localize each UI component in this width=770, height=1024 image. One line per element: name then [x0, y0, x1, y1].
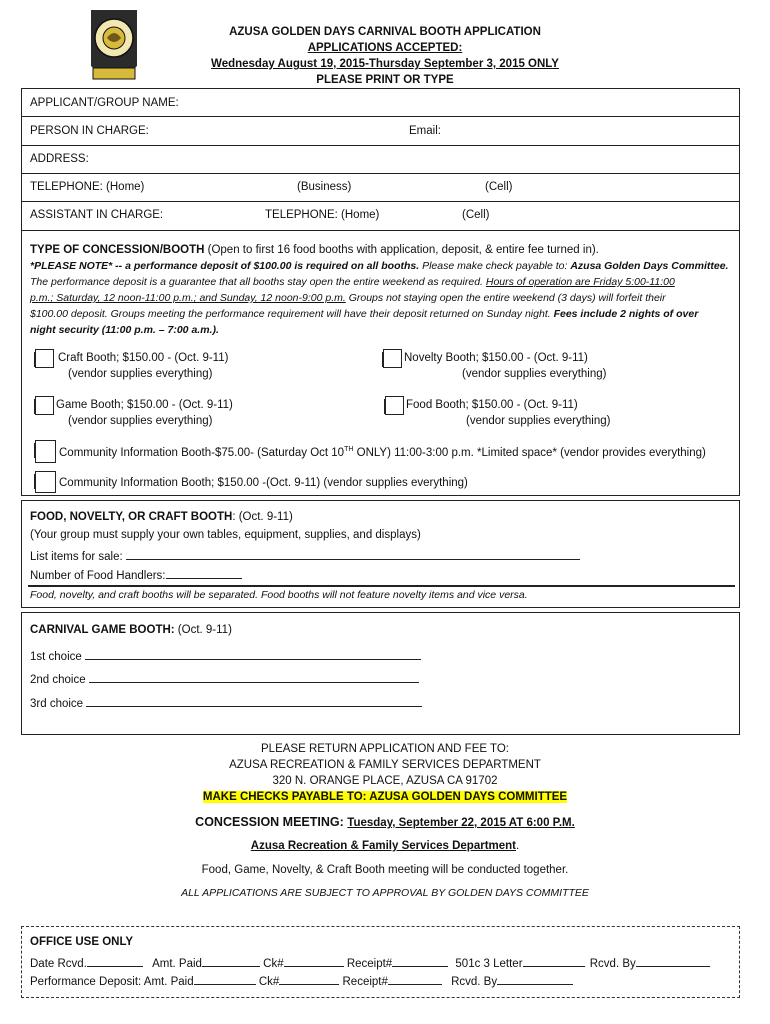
craft-booth-checkbox[interactable]: [35, 349, 54, 368]
meeting-together-note: Food, Game, Novelty, & Craft Booth meeting will be conducted together.: [201, 864, 569, 876]
community-booth-150-label: Community Information Booth; $150.00 -(Oct. 9-11) (vendor supplies everything): [59, 477, 468, 489]
game-section-title: CARNIVAL GAME BOOTH: (Oct. 9-11): [30, 624, 232, 636]
print-instruction: PLEASE PRINT OR TYPE: [316, 74, 454, 86]
concession-type-label: TYPE OF CONCESSION/BOOTH: [30, 244, 205, 256]
food-section-title: FOOD, NOVELTY, OR CRAFT BOOTH: (Oct. 9-11): [30, 511, 293, 523]
return-department: AZUSA RECREATION & FAMILY SERVICES DEPARTMENT: [229, 759, 541, 771]
assistant-label[interactable]: ASSISTANT IN CHARGE:: [30, 209, 164, 221]
office-row-2: Performance Deposit: Amt. Paid Ck# Receipt# Rcvd. By: [30, 973, 573, 988]
applications-accepted: APPLICATIONS ACCEPTED:: [307, 42, 463, 54]
food-section-supplies: (Your group must supply your own tables, equipment, supplies, and displays): [30, 529, 421, 541]
office-row-1: Date Rcvd. Amt. Paid Ck# Receipt# 501c 3 Letter Rcvd. By: [30, 955, 710, 970]
telephone-business-label[interactable]: (Business): [297, 181, 352, 193]
community-booth-75-checkbox[interactable]: [35, 440, 56, 463]
person-in-charge-label[interactable]: PERSON IN CHARGE:: [30, 125, 149, 137]
community-booth-75-label: Community Information Booth-$75.00- (Saturday Oct 10TH ONLY) 11:00-3:00 p.m. *Limited space* (vendor provides everything): [59, 446, 706, 459]
return-instruction: PLEASE RETURN APPLICATION AND FEE TO:: [261, 743, 509, 755]
office-use-title: OFFICE USE ONLY: [30, 936, 134, 948]
food-booth-checkbox[interactable]: [385, 396, 404, 415]
city-seal-logo: [88, 8, 140, 88]
concession-description: TYPE OF CONCESSION/BOOTH (Open to first 16 food booths with application, deposit, & entire fee turned in). *PLEASE NOTE* -- a performance deposit of $100.00 is required on all booths. Please make check payable to: Azusa Golden Days Committee. The performance deposit is a guarantee that all booths stay open the entire weekend as required. Hours of operation are Friday 5:00-11:00 p.m.; Saturday, 12 noon-11:00 p.m.; and Sunday, 12 noon-9:00 p.m. Groups not staying open the entire weekend (3 days) will forfeit their $100.00 deposit. Groups meeting the performance requirement will have their deposit returned on Sunday night. Fees include 2 nights of over night security (11:00 p.m. – 7:00 a.m.).: [30, 244, 729, 336]
novelty-booth-label: Novelty Booth; $150.00 - (Oct. 9-11): [404, 352, 588, 364]
group-name-label[interactable]: APPLICANT/GROUP NAME:: [30, 97, 179, 109]
food-booth-label: Food Booth; $150.00 - (Oct. 9-11): [406, 399, 578, 411]
game-booth-checkbox[interactable]: [35, 396, 54, 415]
telephone-home-label[interactable]: TELEPHONE: (Home): [30, 181, 145, 193]
craft-booth-sub: (vendor supplies everything): [68, 368, 213, 380]
community-booth-150-checkbox[interactable]: [35, 471, 56, 493]
checks-payable-note: MAKE CHECKS PAYABLE TO: AZUSA GOLDEN DAYS COMMITTEE: [202, 791, 568, 803]
first-choice-field[interactable]: 1st choice: [30, 648, 421, 663]
payee-name: Azusa Golden Days Committee.: [570, 260, 729, 272]
form-title: AZUSA GOLDEN DAYS CARNIVAL BOOTH APPLICATION: [229, 26, 541, 38]
assistant-telephone-label[interactable]: TELEPHONE: (Home): [265, 209, 380, 221]
items-for-sale-field[interactable]: List items for sale:: [30, 548, 580, 563]
assistant-cell-label[interactable]: (Cell): [462, 209, 490, 221]
novelty-booth-sub: (vendor supplies everything): [462, 368, 607, 380]
deposit-note: *PLEASE NOTE* -- a performance deposit of $100.00 is required on all booths.: [30, 260, 420, 272]
acceptance-dates: Wednesday August 19, 2015-Thursday September 3, 2015 ONLY: [211, 58, 559, 70]
third-choice-field[interactable]: 3rd choice: [30, 695, 422, 710]
novelty-booth-checkbox[interactable]: [383, 349, 402, 368]
separation-note: Food, novelty, and craft booths will be separated. Food booths will not feature novelty items and vice versa.: [30, 589, 528, 601]
telephone-cell-label[interactable]: (Cell): [485, 181, 513, 193]
email-label[interactable]: Email:: [409, 125, 441, 137]
meeting-location: Azusa Recreation & Family Services Department.: [250, 840, 520, 852]
food-handlers-field[interactable]: Number of Food Handlers:: [30, 567, 242, 582]
concession-meeting: CONCESSION MEETING: Tuesday, September 22, 2015 AT 6:00 P.M.: [195, 815, 575, 829]
return-address: 320 N. ORANGE PLACE, AZUSA CA 91702: [272, 775, 498, 787]
second-choice-field[interactable]: 2nd choice: [30, 671, 419, 686]
hours-of-operation: Hours of operation are Friday 5:00-11:00: [485, 276, 675, 288]
game-booth-sub: (vendor supplies everything): [68, 415, 213, 427]
craft-booth-label: Craft Booth; $150.00 - (Oct. 9-11): [58, 352, 229, 364]
approval-note: ALL APPLICATIONS ARE SUBJECT TO APPROVAL BY GOLDEN DAYS COMMITTEE: [181, 887, 589, 899]
food-booth-sub: (vendor supplies everything): [466, 415, 611, 427]
address-label[interactable]: ADDRESS:: [30, 153, 89, 165]
fees-include-note: Fees include 2 nights of over: [553, 308, 699, 320]
game-booth-label: Game Booth; $150.00 - (Oct. 9-11): [56, 399, 233, 411]
